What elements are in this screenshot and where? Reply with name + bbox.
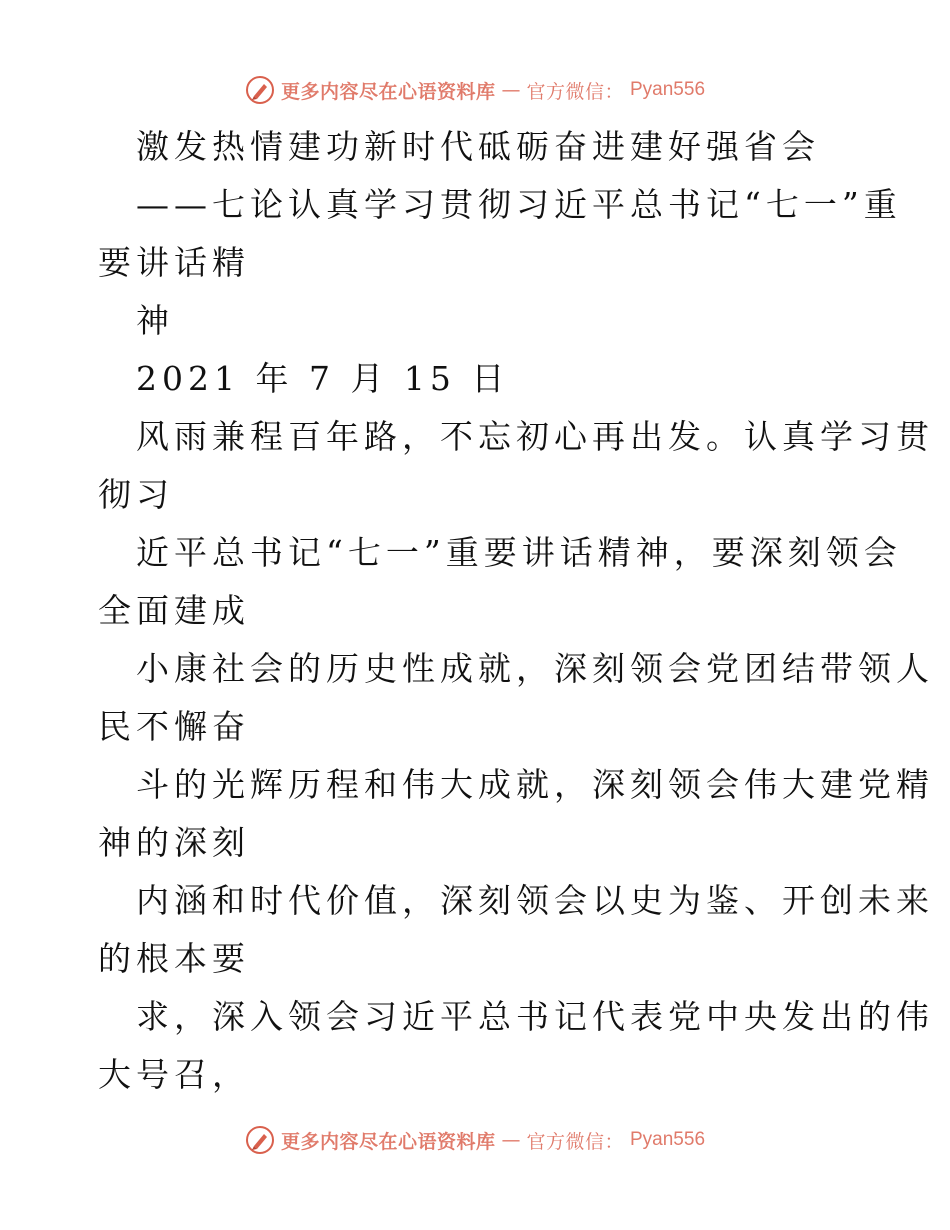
document-subtitle: ——七论认真学习贯彻习近平总书记“七一”重 (136, 185, 902, 224)
watermark-wechat-id: Pyan556 (630, 79, 706, 100)
fountain-pen-logo-icon (245, 1125, 275, 1155)
document-body (98, 118, 934, 1104)
paragraph-line: 内涵和时代价值，深刻领会以史为鉴、开创未来 (136, 881, 934, 920)
paragraph-line: 全面建成 (98, 591, 250, 630)
document-title: 激发热情建功新时代砥砺奋进建好强省会 (136, 127, 820, 166)
fountain-pen-logo-icon (245, 75, 275, 105)
document-subtitle-end: 神 (136, 301, 174, 340)
header-watermark (0, 70, 950, 110)
paragraph-line: 斗的光辉历程和伟大成就，深刻领会伟大建党精 (136, 765, 934, 804)
watermark-dash: — (501, 79, 521, 101)
watermark-wechat-label: 官方微信： (526, 80, 624, 103)
watermark-brand: 更多内容尽在心语资料库 (280, 80, 496, 103)
document-subtitle-continued: 要讲话精 (98, 243, 250, 282)
paragraph-line: 神的深刻 (98, 823, 250, 862)
paragraph-line: 近平总书记“七一”重要讲话精神，要深刻领会 (136, 533, 902, 572)
document-date: 2021 年 7 月 15 日 (136, 359, 510, 398)
paragraph-line: 大号召， (98, 1055, 250, 1094)
watermark-wechat-id: Pyan556 (630, 1129, 706, 1150)
paragraph-line: 小康社会的历史性成就，深刻领会党团结带领人 (136, 649, 934, 688)
paragraph-line: 风雨兼程百年路，不忘初心再出发。认真学习贯 (136, 417, 934, 456)
watermark-brand: 更多内容尽在心语资料库 (280, 1130, 496, 1153)
paragraph-line: 求，深入领会习近平总书记代表党中央发出的伟 (136, 997, 934, 1036)
paragraph-line: 彻习 (98, 475, 174, 514)
paragraph-line: 的根本要 (98, 939, 250, 978)
watermark-wechat-label: 官方微信： (526, 1130, 624, 1153)
watermark-dash: — (501, 1129, 521, 1151)
paragraph-line: 民不懈奋 (98, 707, 250, 746)
footer-watermark (0, 1120, 950, 1160)
